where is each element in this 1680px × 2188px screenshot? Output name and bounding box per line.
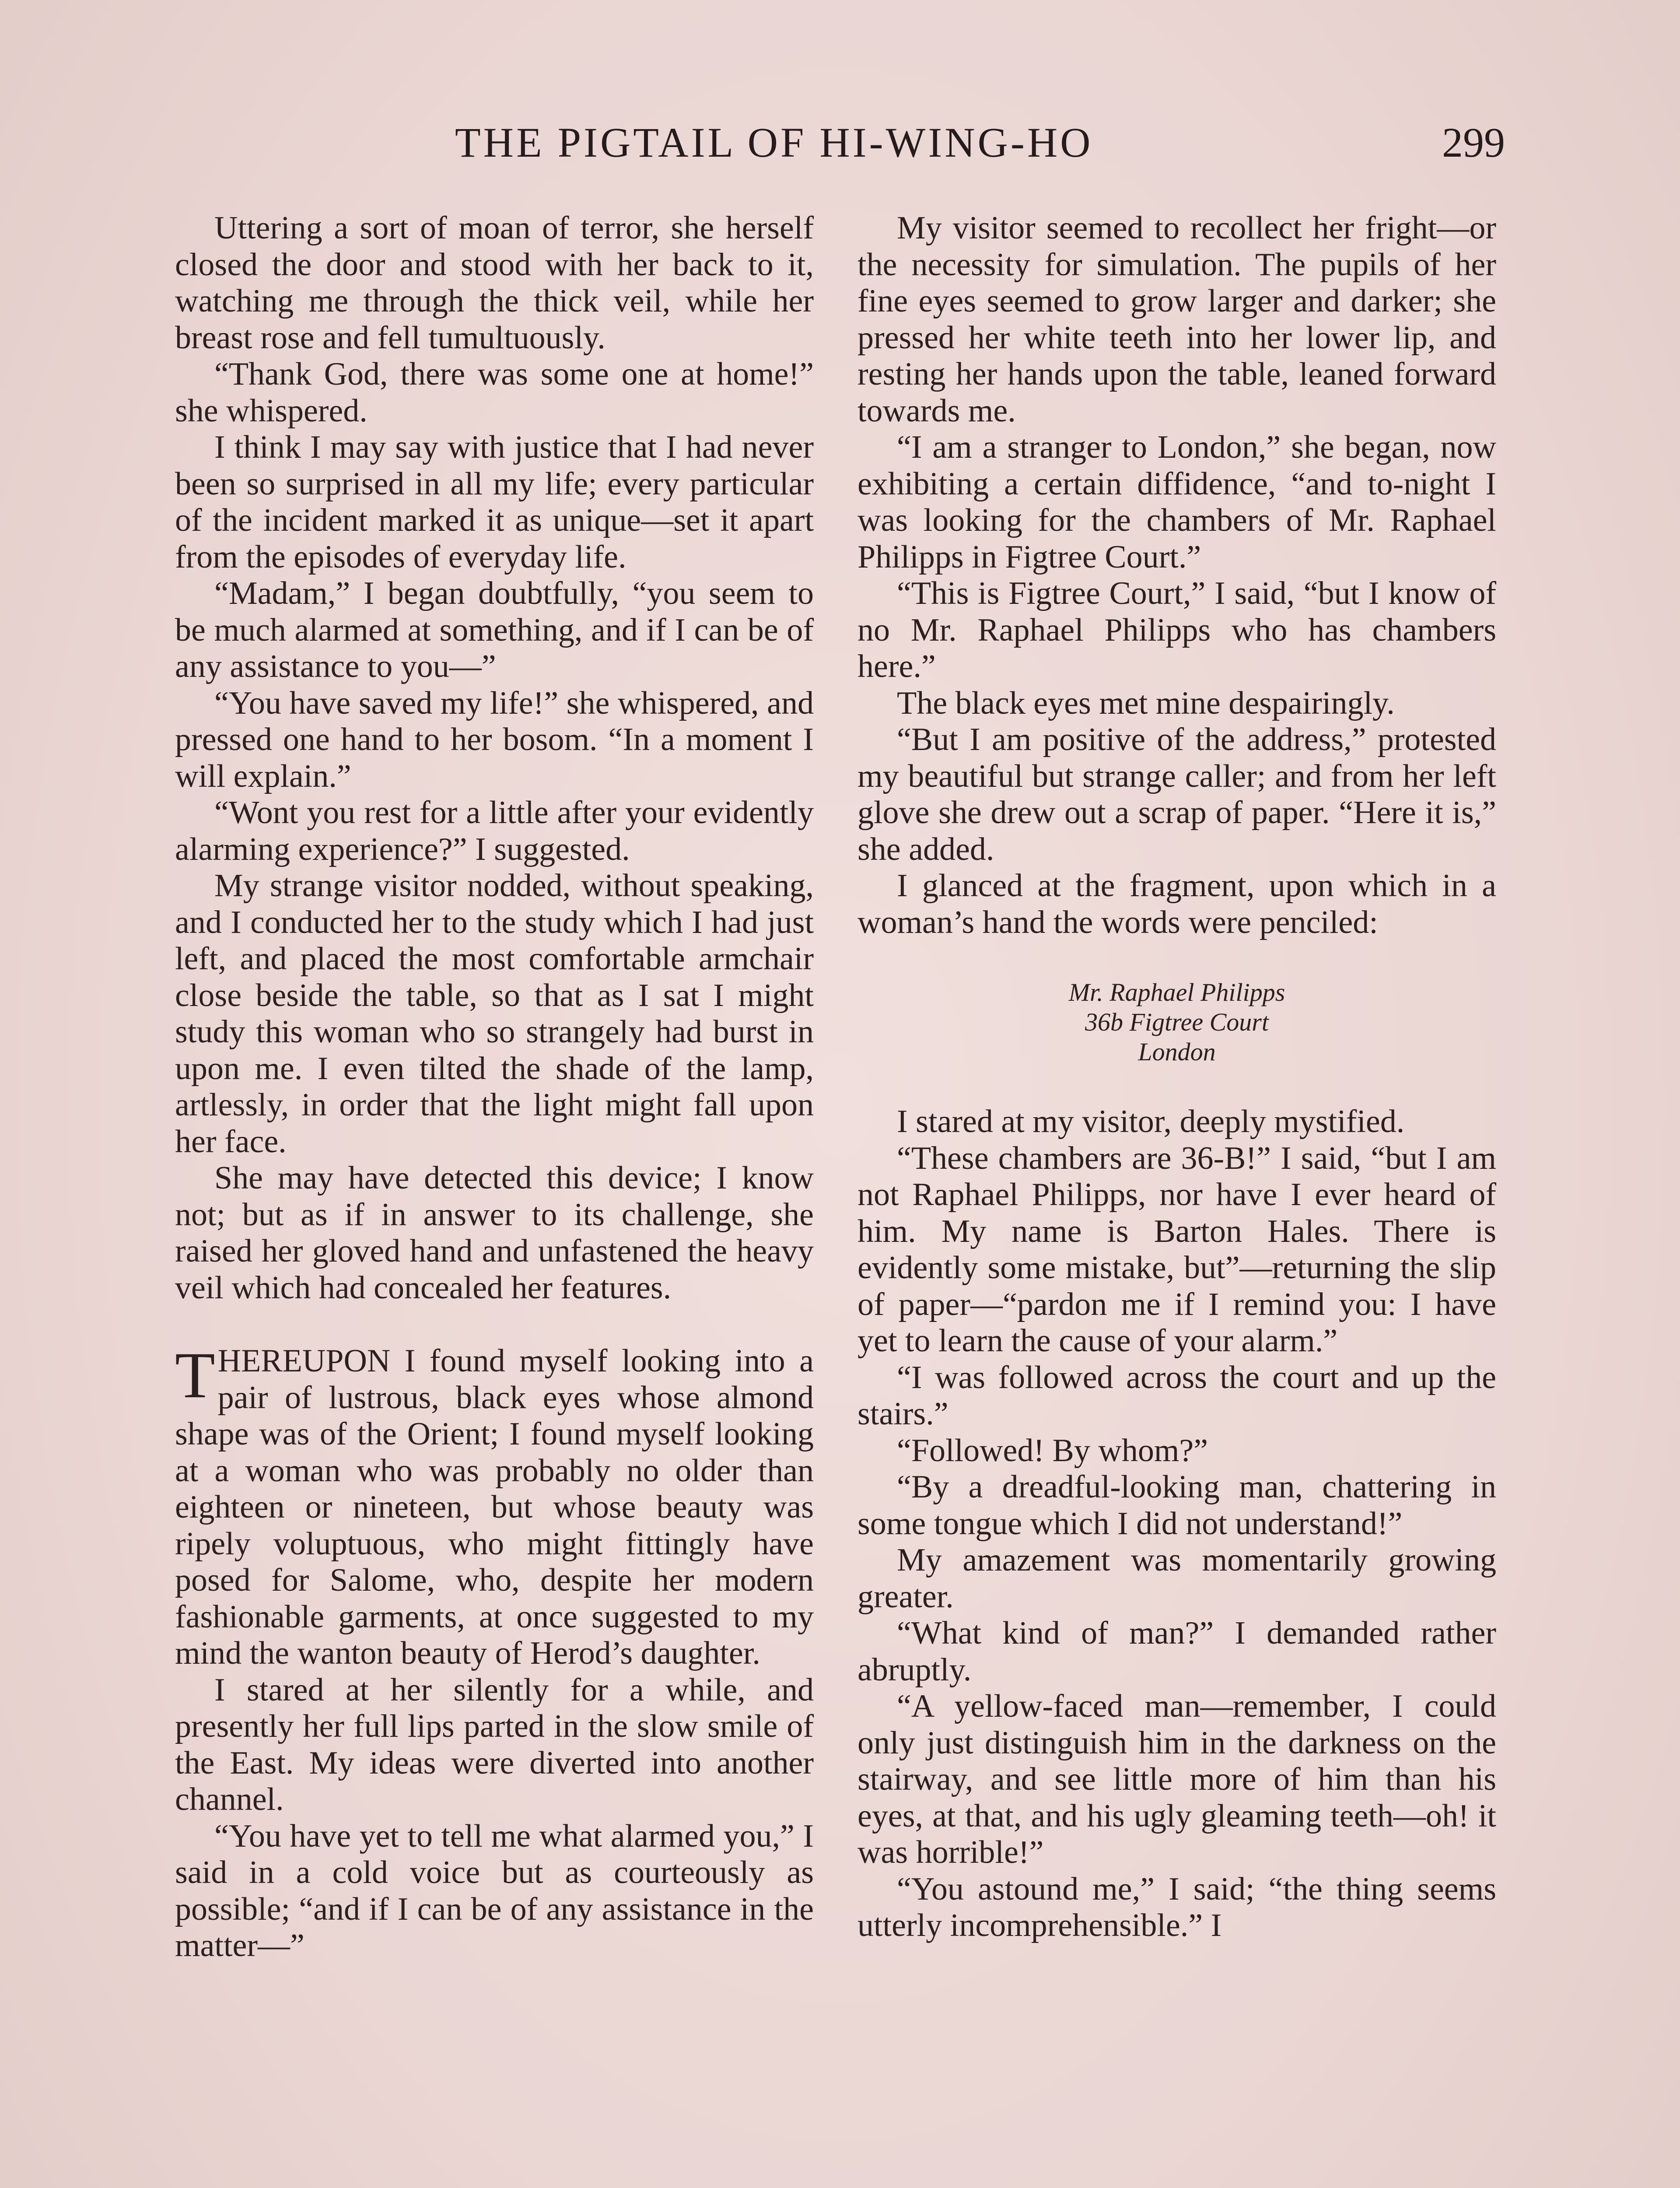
- paragraph: “You astound me,” I said; “the thing seems utterly incomprehensible.” I: [858, 1871, 1496, 1943]
- paragraph: I stared at her silently for a while, and presently her full lips parted in the slow smile of the East. My ideas were diverted into another channel.: [175, 1672, 814, 1817]
- paragraph: “Madam,” I began doubtfully, “you seem to be much alarmed at something, and if I can be of any assistance to you—”: [175, 575, 814, 684]
- note-line: London: [1138, 1038, 1216, 1066]
- page-number: 299: [1442, 119, 1505, 166]
- note-line: Mr. Raphael Philipps: [1068, 978, 1285, 1006]
- paragraph: “Wont you rest for a little after your evidently alarming experience?” I suggested.: [175, 795, 814, 867]
- paragraph: “I am a stranger to London,” she began, now exhibiting a certain diffidence, “and to-night I was looking for the chambers of Mr. Raphael Philipps in Figtree Court.”: [858, 429, 1496, 575]
- page-header: [175, 118, 1505, 179]
- running-title: THE PIGTAIL OF HI-WING-HO: [455, 119, 1093, 166]
- paragraph: “These chambers are 36-B!” I said, “but I am not Raphael Philipps, nor have I ever heard of him. My name is Barton Hales. There is evidently some mistake, but”—returning the slip of paper—“pardon me if I remind you: I have yet to learn the cause of your alarm.”: [858, 1140, 1496, 1359]
- paragraph: I stared at my visitor, deeply mystified.: [897, 1104, 1405, 1140]
- paragraph: My strange visitor nodded, without speaking, and I conducted her to the study which I had just left, and placed the most comfortable armchair close beside the table, so that as I sat I might study this woman who so strangely had burst in upon me. I even tilted the shade of the lamp, artlessly, in order that the light might fall upon her face.: [175, 868, 814, 1160]
- left-column: [175, 210, 814, 1964]
- paragraph: “But I am positive of the address,” protested my beautiful but strange caller; and from her left glove she drew out a scrap of paper. “Here it is,” she added.: [858, 722, 1496, 867]
- paragraph: I think I may say with justice that I had never been so surprised in all my life; every particular of the incident marked it as unique—set it apart from the episodes of everyday life.: [175, 429, 814, 575]
- section-first-text: HEREUPON I found myself looking into a pair of lustrous, black eyes whose almond shape was of the Orient; I found myself looking at a woman who was probably no older than eighteen or nineteen, but whose beauty was ripely voluptuous, who might fittingly have posed for Salome, who, despite her modern fashionable garments, at once suggested to my mind the wanton beauty of Herod’s daughter.: [175, 1343, 814, 1671]
- paragraph: My amazement was momentarily growing greater.: [858, 1542, 1496, 1615]
- paragraph: “I was followed across the court and up the stairs.”: [858, 1359, 1496, 1432]
- paragraph: “This is Figtree Court,” I said, “but I know of no Mr. Raphael Philipps who has chambers here.”: [858, 575, 1496, 684]
- paragraph: “By a dreadful-looking man, chattering in some tongue which I did not understand!”: [858, 1469, 1496, 1542]
- paragraph: “Thank God, there was some one at home!” she whispered.: [175, 356, 814, 429]
- note-line: 36b Figtree Court: [1085, 1008, 1269, 1036]
- paragraph: My visitor seemed to recollect her fright—or the necessity for simulation. The pupils of her fine eyes seemed to grow larger and darker; she pressed her white teeth into her lower lip, and resting her hands upon the table, leaned forward towards me.: [858, 210, 1496, 429]
- paragraph: Uttering a sort of moan of terror, she herself closed the door and stood with her back to it, watching me through the thick veil, while her breast rose and fell tumultuously.: [175, 210, 814, 356]
- paragraph: “Followed! By whom?”: [897, 1432, 1208, 1469]
- section-start-paragraph: [175, 1339, 814, 1672]
- paragraph: “A yellow-faced man—remember, I could only just distinguish him in the darkness on the stairway, and see little more of him than his eyes, at that, and his ugly gleaming teeth—oh! it was horrible!”: [858, 1688, 1496, 1870]
- paragraph: “You have saved my life!” she whispered, and pressed one hand to her bosom. “In a moment I will explain.”: [175, 685, 814, 794]
- paragraph: “You have yet to tell me what alarmed you,” I said in a cold voice but as courteously as possible; “and if I can be of any assistance in the matter—”: [175, 1818, 814, 1964]
- paragraph: She may have detected this device; I know not; but as if in answer to its challenge, she raised her gloved hand and unfastened the heavy veil which had concealed her features.: [175, 1160, 814, 1306]
- right-column: [858, 210, 1496, 1944]
- paragraph: The black eyes met mine despairingly.: [897, 685, 1395, 721]
- drop-cap: T: [175, 1339, 215, 1412]
- paragraph: “What kind of man?” I demanded rather abruptly.: [858, 1615, 1496, 1688]
- paragraph: I glanced at the fragment, upon which in a woman’s hand the words were penciled:: [858, 868, 1496, 940]
- penciled-address-note: [858, 978, 1496, 1067]
